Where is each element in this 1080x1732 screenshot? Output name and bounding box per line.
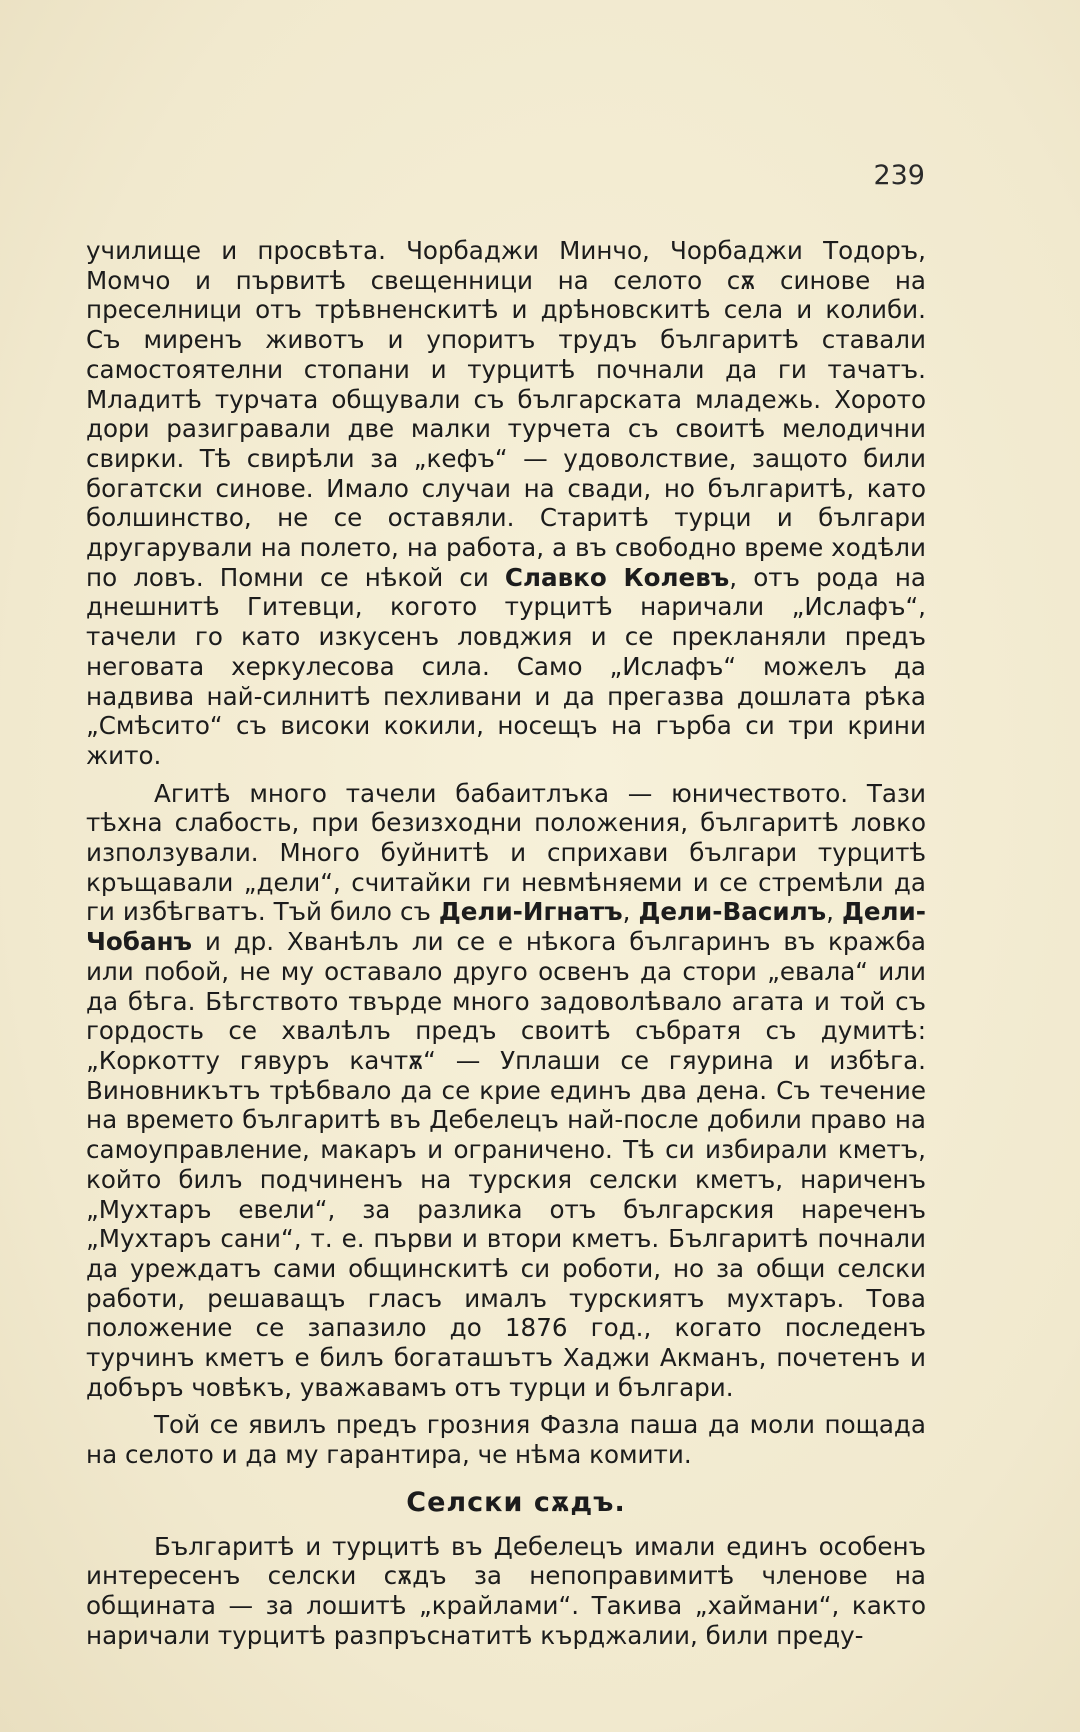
text-run: , <box>826 897 842 927</box>
bold-name: Славко Колевъ <box>504 562 730 592</box>
paragraph-gap <box>86 771 926 779</box>
text-run: , отъ рода на днешнитѣ Гитевци, когото турцитѣ наричали „Ислафъ“, тачели го като изкусенъ ловджия и се прекланяли предъ неговата херкулесова сила. Само „Ислафъ“ можелъ да надвива най-силнитѣ пехливани и да прегазва дошлата рѣка „Смѣсито“ съ високи кокили, носещъ на гърба си три крини жито. <box>86 562 927 770</box>
section-heading: Селски сѫдъ. <box>406 1486 626 1518</box>
text-run: Той се явилъ предъ грозния Фазла паша да моли пощада на селото и да му гарантира, че нѣма комити. <box>86 1410 926 1470</box>
paragraph <box>86 236 926 771</box>
paragraph <box>86 1532 926 1651</box>
text-run: Агитѣ много тачели бабаитлъка — юничеството. Тази тѣхна слабость, при безизходни положения, българитѣ ловко използували. Много буйнитѣ и сприхави българи турцитѣ кръщавали „дели“, считайки ги невмѣняеми и се стремѣли да ги избѣгватъ. Тъй било съ <box>86 778 926 927</box>
bold-name: Дели-Василъ <box>638 897 827 927</box>
text-run: училище и просвѣта. Чорбаджи Минчо, Чорбаджи Тодоръ, Момчо и първитѣ свещенници на селото сѫ синове на преселници отъ трѣвненскитѣ и дрѣновскитѣ села и колиби. Съ миренъ животъ и упоритъ трудъ българитѣ ставали самостоятелни стопани и турцитѣ почнали да ги тачатъ. Младитѣ турчата общували съ българската младежь. Хорото дори разигравали две малки турчета съ своитѣ мелодични свирки. Тѣ свирѣли за „кефъ“ — удоволствие, защото били богатски синове. Имало случаи на свади, но българитѣ, като болшинство, не се оставяли. Старитѣ турци и българи другарували на полето, на работа, а въ свободно време ходѣли по ловъ. Помни се нѣкой си <box>86 236 926 592</box>
paragraph-gap <box>86 1402 926 1410</box>
text-run: и др. Хванѣлъ ли се е нѣкога българинъ въ кражба или побой, не му оставало друго освенъ да стори „евала“ или да бѣга. Бѣгството твърде много задоволѣвало агата и той съ гордость се хвалѣлъ предъ своитѣ събратя съ думитѣ: „Коркотту гявуръ качтѫ“ — Уплаши се гяурина и избѣга. Виновникътъ трѣбвало да се крие единъ два дена. Съ течение на времето българитѣ въ Дебелецъ най-после добили право на самоуправление, макаръ и ограничено. Тѣ си избирали кметъ, който билъ подчиненъ на турския селски кметъ, нариченъ „Мухтаръ евели“, за разлика отъ българския нареченъ „Мухтаръ сани“, т. е. първи и втори кметъ. Българитѣ почнали да уреждатъ сами общинскитѣ си роботи, но за общи селски работи, решаващъ гласъ ималъ турскиятъ мухтаръ. Това положение се запазило до 1876 год., когато последенъ турчинъ кметъ е билъ богаташътъ Хаджи Акманъ, почетенъ и добъръ човѣкъ, уважавамъ отъ турци и българи. <box>86 927 926 1402</box>
text-run: , <box>622 897 639 927</box>
paragraph <box>86 1410 926 1469</box>
text-run: Българитѣ и турцитѣ въ Дебелецъ имали единъ особенъ интересенъ селски сѫдъ за непоправимитѣ членове на общината — за лошитѣ „крайлами“. Такива „хаймани“, както наричали турцитѣ разпръснатитѣ кърджалии, били преду- <box>86 1531 926 1650</box>
bold-name: Дели-Чобанъ <box>86 897 926 957</box>
body-text <box>86 236 926 1650</box>
bold-name: Дели-Игнатъ <box>438 897 623 927</box>
paragraph <box>86 779 926 1403</box>
page-number: 239 <box>873 160 925 191</box>
